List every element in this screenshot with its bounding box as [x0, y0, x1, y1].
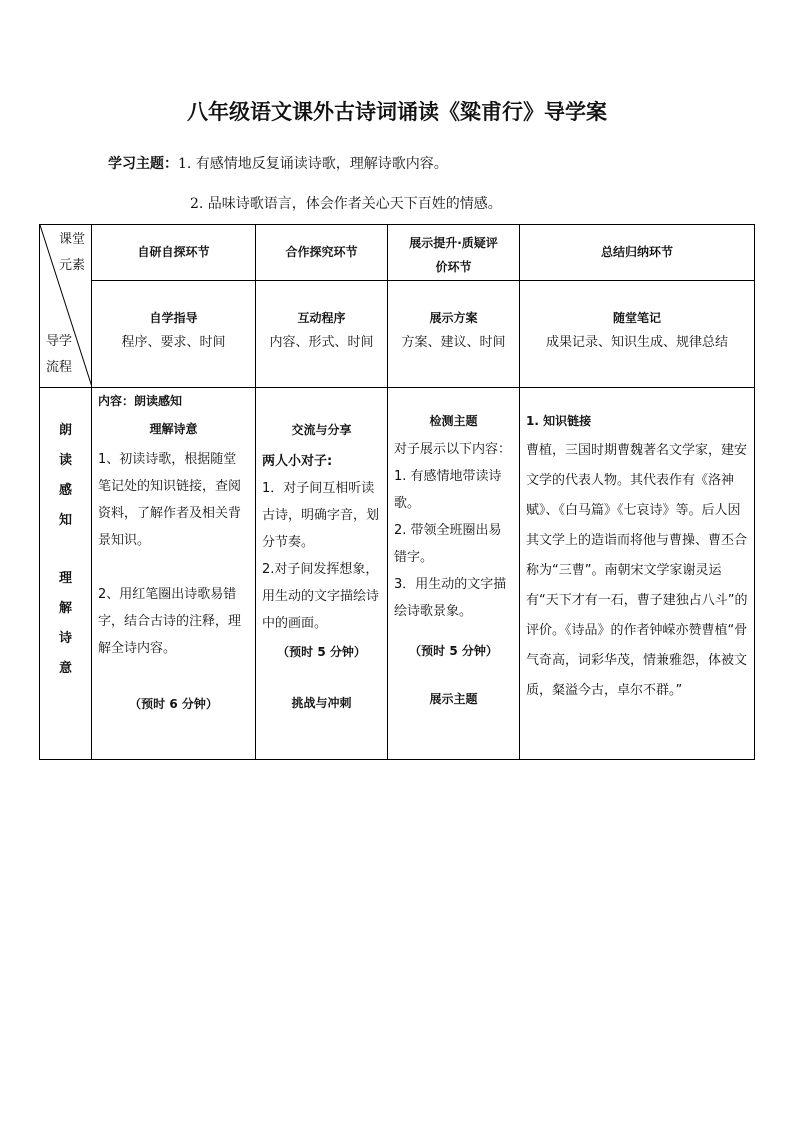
self-study-step-1: 1、初读诗歌，根据随堂笔记处的知识链接，查阅资料，了解作者及相关背景知识。 — [98, 452, 242, 548]
knowledge-link-heading: 1. 知识链接 — [526, 414, 592, 428]
pair-label: 两人小对子: — [262, 454, 333, 469]
header-col3: 展示提升·质疑评 价环节 — [388, 225, 520, 281]
cooperation-cell — [256, 388, 388, 760]
cooperation-step-1: 1．对子间互相听读古诗，明确字音，划分节奏。 — [262, 481, 380, 550]
notes-cell — [520, 388, 755, 760]
cooperation-time: （预时 5 分钟） — [277, 645, 366, 659]
self-study-step-2: 2、用红笔圈出诗歌易错字，结合古诗的注释，理解全诗内容。 — [98, 587, 242, 656]
page-title: 八年级语文课外古诗词诵读《粱甫行》导学案 — [187, 99, 607, 124]
guide-table — [39, 224, 755, 760]
learning-goal-1 — [108, 153, 448, 173]
subheader-col3: 展示方案 方案、建议、时间 — [388, 281, 520, 388]
header-col2: 合作探究环节 — [256, 225, 388, 281]
show-topic-label: 展示主题 — [429, 692, 478, 706]
corner-cell — [40, 225, 92, 388]
presentation-intro: 对子展示以下内容： — [394, 442, 512, 457]
subheader-col4: 随堂笔记 成果记录、知识生成、规律总结 — [520, 281, 755, 388]
row-label: 朗 读 感 知 理 解 诗 意 — [40, 388, 92, 760]
challenge-label: 挑战与冲刺 — [291, 696, 352, 710]
learning-goal-label: 学习主题： — [108, 156, 178, 172]
header-col1: 自研自探环节 — [92, 225, 256, 281]
knowledge-link-body: 曹植，三国时期曹魏著名文学家，建安文学的代表人物。其代表作有《洛神赋》、《白马篇》《七哀诗》等。后人因其文学上的造诣而将他与曹操、曹丕合称为“三曹”。南朝宋文学家谢灵运有“天下才有一石，曹子建独占八斗”的评价。《诗品》的作者钟嵘亦赞曹植“骨气奇高，词彩华茂，情兼雅怨，体被文质，粲溢今古，卓尔不群。” — [526, 443, 748, 698]
presentation-heading: 检测主题 — [429, 414, 478, 428]
corner-bottom-label: 导学 流程 — [46, 334, 73, 375]
subheader-col1: 自学指导 程序、要求、时间 — [92, 281, 256, 388]
presentation-step-2: 2. 带领全班圈出易错字。 — [394, 523, 502, 565]
subheader-col2: 互动程序 内容、形式、时间 — [256, 281, 388, 388]
self-study-heading: 内容：朗读感知 — [98, 394, 183, 408]
self-study-time: （预时 6 分钟） — [129, 697, 218, 711]
learning-goal-1-text: 1. 有感情地反复诵读诗歌，理解诗歌内容。 — [178, 156, 448, 172]
presentation-time: （预时 5 分钟） — [409, 644, 498, 658]
cooperation-step-2: 2.对子间发挥想象，用生动的文字描绘诗中的画面。 — [262, 562, 380, 631]
corner-top-label: 课堂 元素 — [58, 232, 85, 273]
header-col4: 总结归纳环节 — [520, 225, 755, 281]
presentation-step-1: 1. 有感情地带读诗歌。 — [394, 469, 502, 511]
presentation-cell — [388, 388, 520, 760]
cooperation-heading: 交流与分享 — [291, 423, 352, 437]
presentation-step-3: 3．用生动的文字描绘诗歌景象。 — [394, 577, 507, 619]
self-study-subheading: 理解诗意 — [149, 422, 198, 436]
self-study-cell — [92, 388, 256, 760]
learning-goal-2: 2. 品味诗歌语言，体会作者关心天下百姓的情感。 — [190, 196, 502, 212]
